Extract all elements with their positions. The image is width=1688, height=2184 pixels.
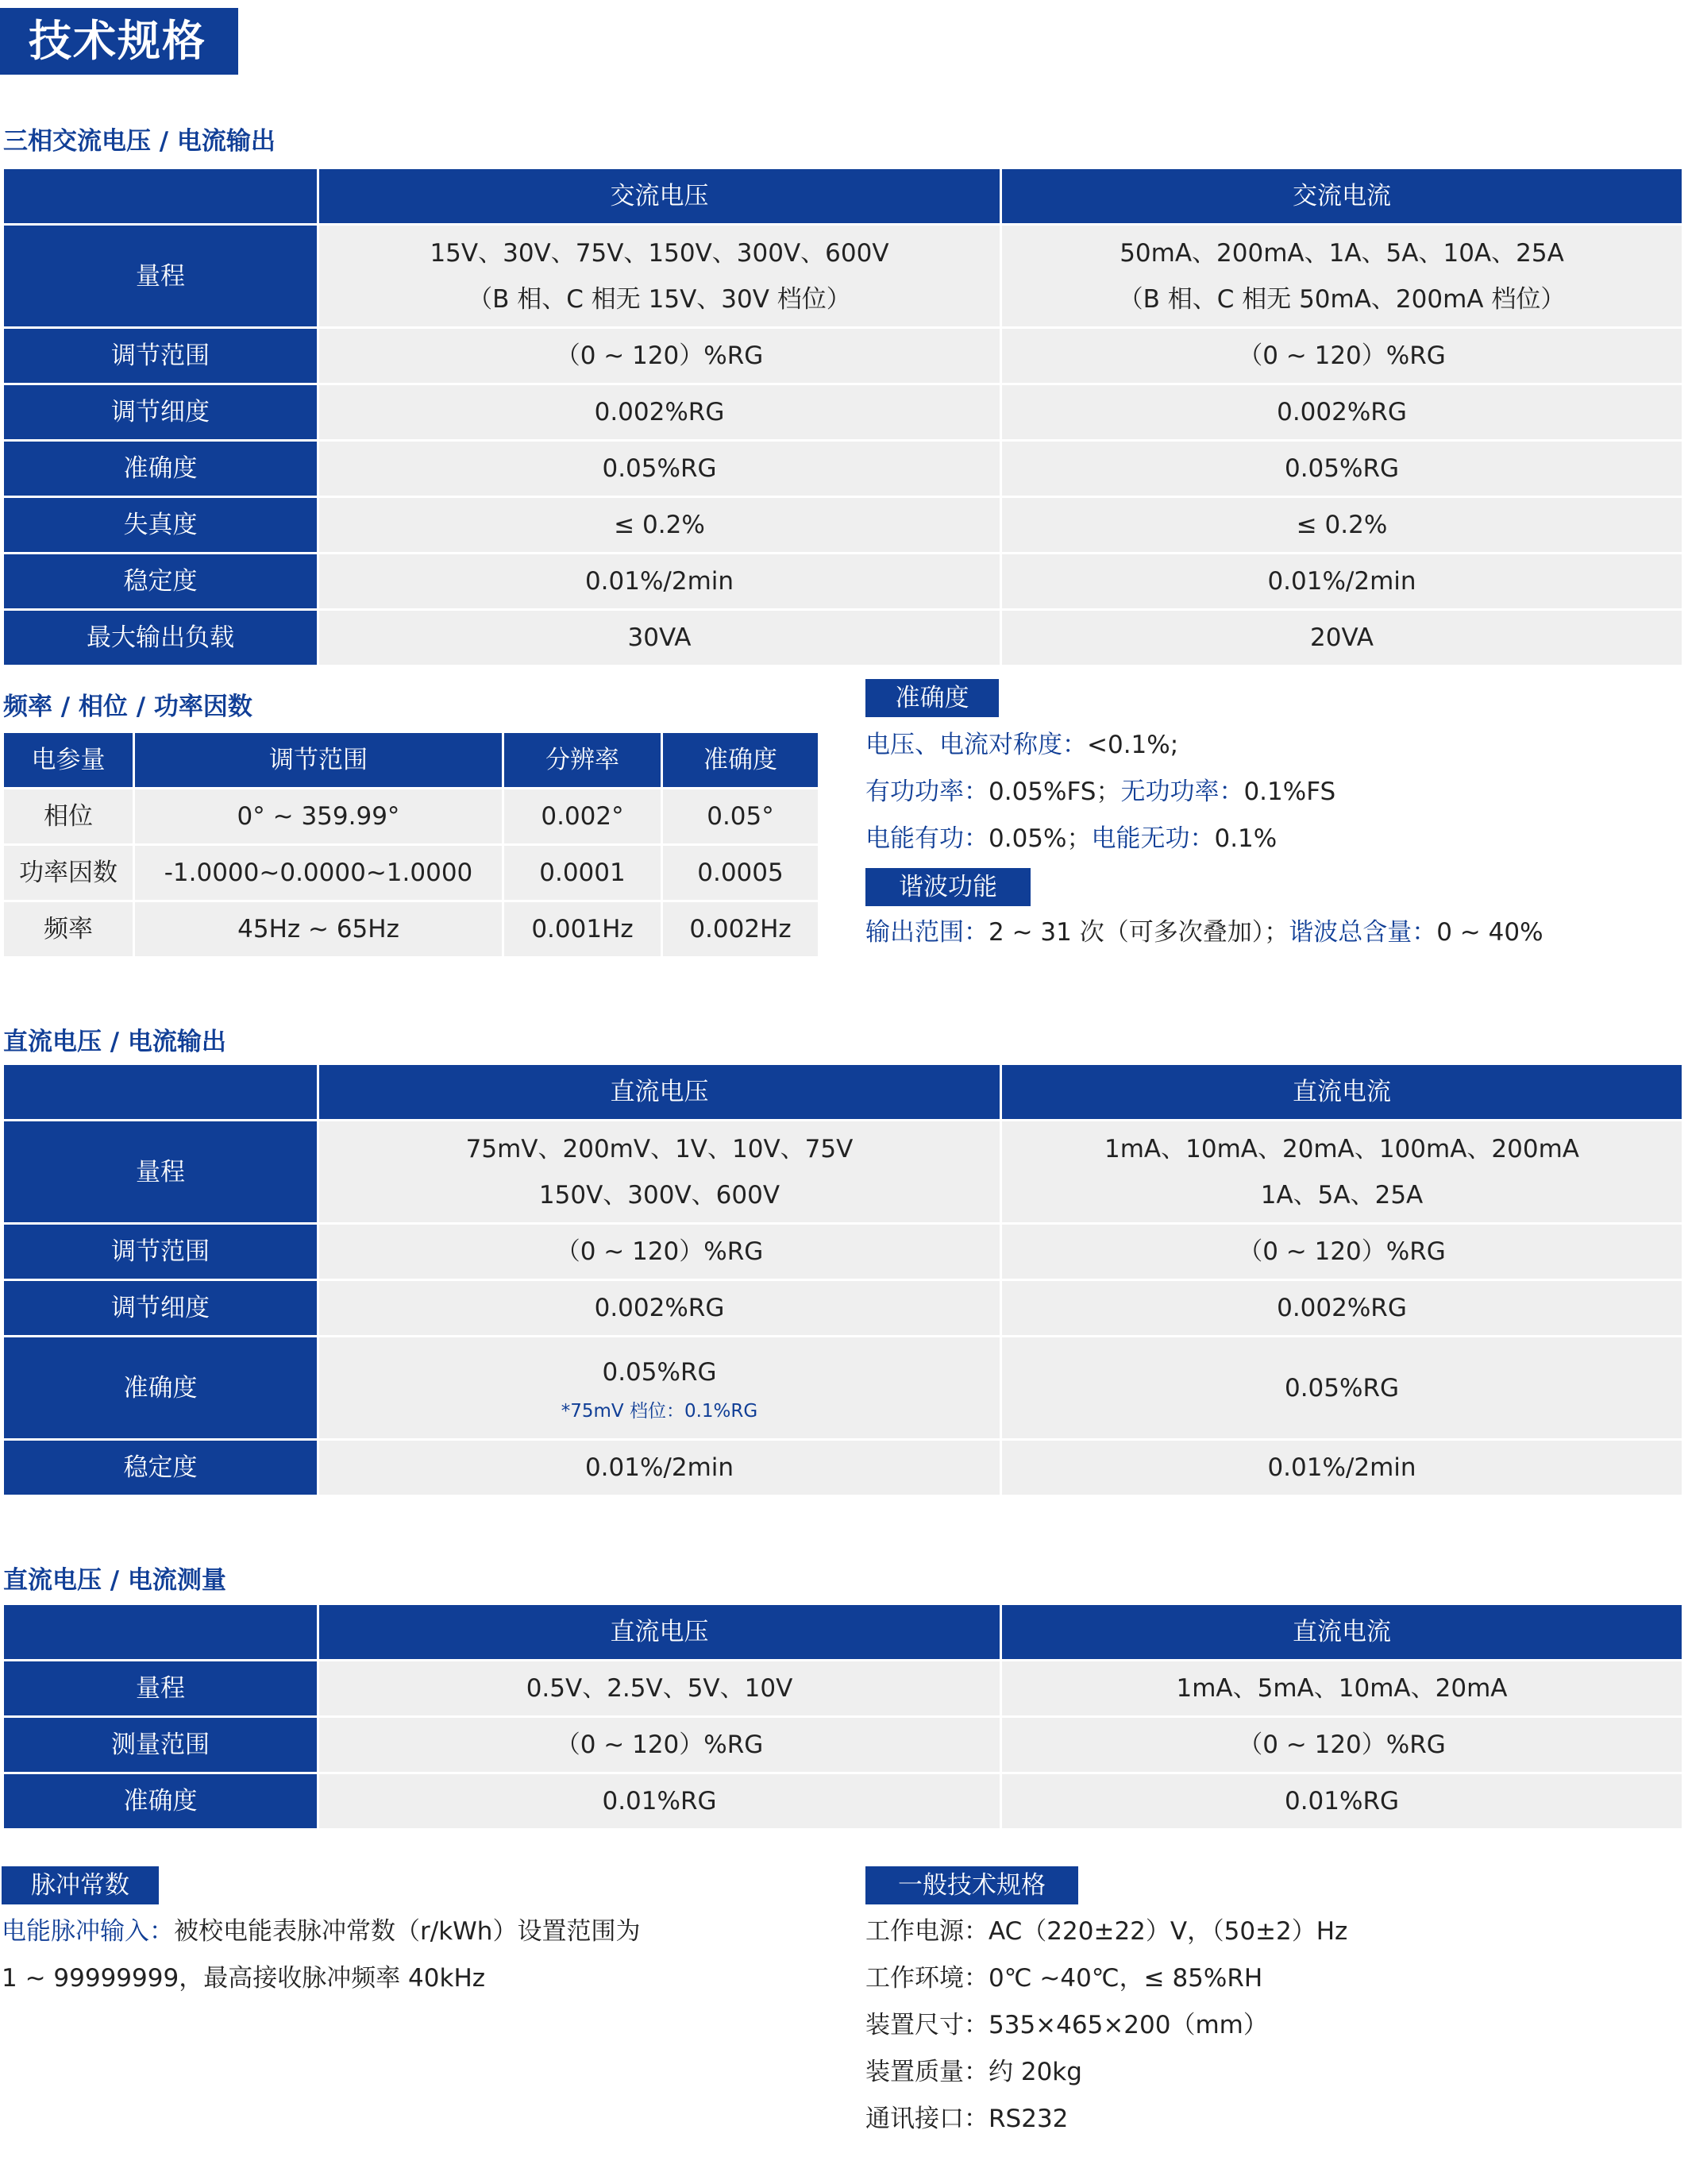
table-cell: 0.002%RG bbox=[318, 384, 1001, 441]
general-line bbox=[865, 2009, 1268, 2041]
dc-measure-table bbox=[2, 1603, 1684, 1831]
header-cell: 直流电流 bbox=[1001, 1604, 1683, 1661]
spec-value: AC（220±22）V，（50±2）Hz bbox=[989, 1917, 1348, 1946]
table-cell: 45Hz ~ 65Hz bbox=[134, 901, 503, 958]
spec-key: 无功功率： bbox=[1120, 778, 1244, 806]
section-title-dc-output: 直流电压 / 电流输出 bbox=[3, 1028, 226, 1056]
table-cell: 相位 bbox=[3, 789, 134, 845]
table-cell: （0 ~ 120）%RG bbox=[1001, 1224, 1683, 1280]
table-row bbox=[3, 1337, 1683, 1440]
spec-key: 有功功率： bbox=[865, 778, 989, 806]
table-row bbox=[3, 441, 1683, 497]
table-cell: 0.0005 bbox=[662, 845, 819, 901]
table-row bbox=[3, 901, 819, 958]
table-cell: 频率 bbox=[3, 901, 134, 958]
table-row bbox=[3, 789, 819, 845]
table-cell: 0.002%RG bbox=[1001, 1280, 1683, 1337]
row-label: 量程 bbox=[3, 225, 318, 328]
header-cell: 直流电流 bbox=[1001, 1064, 1683, 1121]
spec-key: 装置尺寸： bbox=[865, 2011, 989, 2039]
header-cell: 调节范围 bbox=[134, 732, 503, 789]
general-line bbox=[865, 2103, 1068, 2135]
table-cell: 0.01%/2min bbox=[1001, 554, 1683, 610]
general-tag: 一般技术规格 bbox=[865, 1866, 1078, 1904]
cell-line: （B 相、C 相无 50mA、200mA 档位） bbox=[1118, 284, 1566, 314]
table-cell: 0.01%/2min bbox=[318, 1440, 1001, 1496]
spec-key: 通讯接口： bbox=[865, 2105, 989, 2133]
accuracy-line bbox=[865, 776, 1335, 808]
spec-value: 2 ~ 31 次（可多次叠加）； bbox=[989, 918, 1289, 947]
spec-key: 工作电源： bbox=[865, 1917, 989, 1946]
header-cell: 直流电压 bbox=[318, 1064, 1001, 1121]
row-label: 调节范围 bbox=[3, 1224, 318, 1280]
cell-line: 75mV、200mV、1V、10V、75V bbox=[465, 1134, 854, 1163]
spec-key: 电能有功： bbox=[865, 824, 989, 853]
general-line bbox=[865, 2056, 1082, 2088]
spec-key: 输出范围： bbox=[865, 918, 989, 947]
spec-key: 电能无功： bbox=[1091, 824, 1215, 853]
table-cell bbox=[1001, 1121, 1683, 1224]
accuracy-line bbox=[865, 729, 1178, 761]
table-cell: 0.5V、2.5V、5V、10V bbox=[318, 1661, 1001, 1717]
cell-line: （B 相、C 相无 15V、30V 档位） bbox=[468, 284, 851, 314]
cell-line: 1mA、10mA、20mA、100mA、200mA bbox=[1104, 1134, 1579, 1163]
table-row bbox=[3, 328, 1683, 384]
spec-key: 工作环境： bbox=[865, 1964, 989, 1993]
spec-value: 被校电能表脉冲常数（r/kWh）设置范围为 bbox=[174, 1917, 641, 1946]
table-row bbox=[3, 1773, 1683, 1830]
spec-value: 0 ~ 40% bbox=[1436, 918, 1543, 947]
table-header-row bbox=[3, 732, 819, 789]
row-label: 调节范围 bbox=[3, 328, 318, 384]
table-row bbox=[3, 845, 819, 901]
row-label: 调节细度 bbox=[3, 1280, 318, 1337]
table-cell: 30VA bbox=[318, 610, 1001, 666]
table-row bbox=[3, 225, 1683, 328]
table-cell: 0.05%RG bbox=[318, 441, 1001, 497]
pulse-line: 1 ~ 99999999，最高接收脉冲频率 40kHz bbox=[2, 1964, 486, 1993]
harmonic-tag: 谐波功能 bbox=[865, 868, 1031, 906]
table-cell: （0 ~ 120）%RG bbox=[318, 1717, 1001, 1773]
row-label: 准确度 bbox=[3, 1337, 318, 1440]
table-row bbox=[3, 1717, 1683, 1773]
cell-line: 1A、5A、25A bbox=[1260, 1180, 1424, 1210]
pulse-line bbox=[2, 1916, 640, 1947]
table-header-row bbox=[3, 1604, 1683, 1661]
table-header-row bbox=[3, 168, 1683, 225]
spec-key: 电能脉冲输入： bbox=[2, 1917, 174, 1946]
table-cell bbox=[318, 225, 1001, 328]
row-label: 调节细度 bbox=[3, 384, 318, 441]
row-label: 稳定度 bbox=[3, 554, 318, 610]
header-cell: 分辨率 bbox=[503, 732, 662, 789]
cell-note: *75mV 档位：0.1%RG bbox=[561, 1400, 758, 1422]
header-cell bbox=[3, 1064, 318, 1121]
table-cell: 0.01%/2min bbox=[318, 554, 1001, 610]
accuracy-line bbox=[865, 823, 1277, 855]
accuracy-tag: 准确度 bbox=[865, 679, 999, 717]
general-line bbox=[865, 1916, 1347, 1947]
spec-value: 0.05%； bbox=[989, 824, 1092, 853]
table-cell: ≤ 0.2% bbox=[1001, 497, 1683, 554]
table-row bbox=[3, 610, 1683, 666]
table-cell: 0.05%RG bbox=[1001, 441, 1683, 497]
table-cell: 0.05° bbox=[662, 789, 819, 845]
table-cell: 20VA bbox=[1001, 610, 1683, 666]
table-row bbox=[3, 1440, 1683, 1496]
table-cell: （0 ~ 120）%RG bbox=[318, 328, 1001, 384]
spec-key: 装置质量： bbox=[865, 2058, 989, 2086]
dc-output-table bbox=[2, 1063, 1684, 1497]
section-title-ac-output: 三相交流电压 / 电流输出 bbox=[3, 127, 276, 156]
table-row bbox=[3, 497, 1683, 554]
table-cell: 0° ~ 359.99° bbox=[134, 789, 503, 845]
table-cell: -1.0000~0.0000~1.0000 bbox=[134, 845, 503, 901]
header-cell: 直流电压 bbox=[318, 1604, 1001, 1661]
spec-value: RS232 bbox=[989, 2105, 1069, 2133]
harmonic-line bbox=[865, 916, 1543, 948]
table-row bbox=[3, 1280, 1683, 1337]
spec-value: 0℃ ~40℃，≤ 85%RH bbox=[989, 1964, 1263, 1993]
cell-line: 50mA、200mA、1A、5A、10A、25A bbox=[1120, 238, 1564, 268]
general-line bbox=[865, 1962, 1262, 1994]
spec-value: 0.05%FS； bbox=[989, 778, 1121, 806]
spec-value: 0.1%FS bbox=[1243, 778, 1336, 806]
table-header-row bbox=[3, 1064, 1683, 1121]
table-row bbox=[3, 384, 1683, 441]
table-cell bbox=[1001, 225, 1683, 328]
cell-line: 15V、30V、75V、150V、300V、600V bbox=[430, 238, 889, 268]
page-title: 技术规格 bbox=[29, 16, 206, 66]
spec-value: <0.1%; bbox=[1087, 731, 1179, 759]
section-title-freq-phase: 频率 / 相位 / 功率因数 bbox=[3, 693, 252, 721]
table-cell: 0.05%RG bbox=[1001, 1337, 1683, 1440]
table-row bbox=[3, 1121, 1683, 1224]
table-cell bbox=[318, 1337, 1001, 1440]
header-cell: 交流电流 bbox=[1001, 168, 1683, 225]
table-cell: （0 ~ 120）%RG bbox=[1001, 328, 1683, 384]
table-cell: 0.01%RG bbox=[1001, 1773, 1683, 1830]
table-cell: 1mA、5mA、10mA、20mA bbox=[1001, 1661, 1683, 1717]
row-label: 失真度 bbox=[3, 497, 318, 554]
table-cell bbox=[318, 1121, 1001, 1224]
spec-value: 535×465×200（mm） bbox=[989, 2011, 1268, 2039]
ac-output-table bbox=[2, 167, 1684, 667]
header-cell bbox=[3, 1604, 318, 1661]
cell-line: 150V、300V、600V bbox=[538, 1180, 780, 1210]
table-cell: （0 ~ 120）%RG bbox=[318, 1224, 1001, 1280]
row-label: 准确度 bbox=[3, 441, 318, 497]
row-label: 准确度 bbox=[3, 1773, 318, 1830]
table-cell: 0.01%/2min bbox=[1001, 1440, 1683, 1496]
table-row bbox=[3, 1661, 1683, 1717]
spec-key: 电压、电流对称度： bbox=[865, 731, 1087, 759]
pulse-tag: 脉冲常数 bbox=[2, 1866, 159, 1904]
spec-value: 0.1% bbox=[1214, 824, 1278, 853]
row-label: 测量范围 bbox=[3, 1717, 318, 1773]
table-cell: 0.001Hz bbox=[503, 901, 662, 958]
row-label: 最大输出负载 bbox=[3, 610, 318, 666]
table-cell: 0.002Hz bbox=[662, 901, 819, 958]
row-label: 稳定度 bbox=[3, 1440, 318, 1496]
table-cell: 0.002%RG bbox=[1001, 384, 1683, 441]
table-cell: 0.01%RG bbox=[318, 1773, 1001, 1830]
spec-value: 约 20kg bbox=[989, 2058, 1082, 2086]
header-cell: 电参量 bbox=[3, 732, 134, 789]
header-cell: 交流电压 bbox=[318, 168, 1001, 225]
table-row bbox=[3, 554, 1683, 610]
table-cell: ≤ 0.2% bbox=[318, 497, 1001, 554]
header-cell: 准确度 bbox=[662, 732, 819, 789]
row-label: 量程 bbox=[3, 1661, 318, 1717]
freq-phase-table bbox=[2, 731, 820, 959]
table-cell: （0 ~ 120）%RG bbox=[1001, 1717, 1683, 1773]
table-cell: 功率因数 bbox=[3, 845, 134, 901]
cell-line: 0.05%RG bbox=[602, 1357, 717, 1387]
table-row bbox=[3, 1224, 1683, 1280]
spec-key: 谐波总含量： bbox=[1289, 918, 1437, 947]
table-cell: 0.002° bbox=[503, 789, 662, 845]
row-label: 量程 bbox=[3, 1121, 318, 1224]
table-cell: 0.002%RG bbox=[318, 1280, 1001, 1337]
table-cell: 0.0001 bbox=[503, 845, 662, 901]
section-title-dc-measure: 直流电压 / 电流测量 bbox=[3, 1566, 226, 1595]
header-cell bbox=[3, 168, 318, 225]
